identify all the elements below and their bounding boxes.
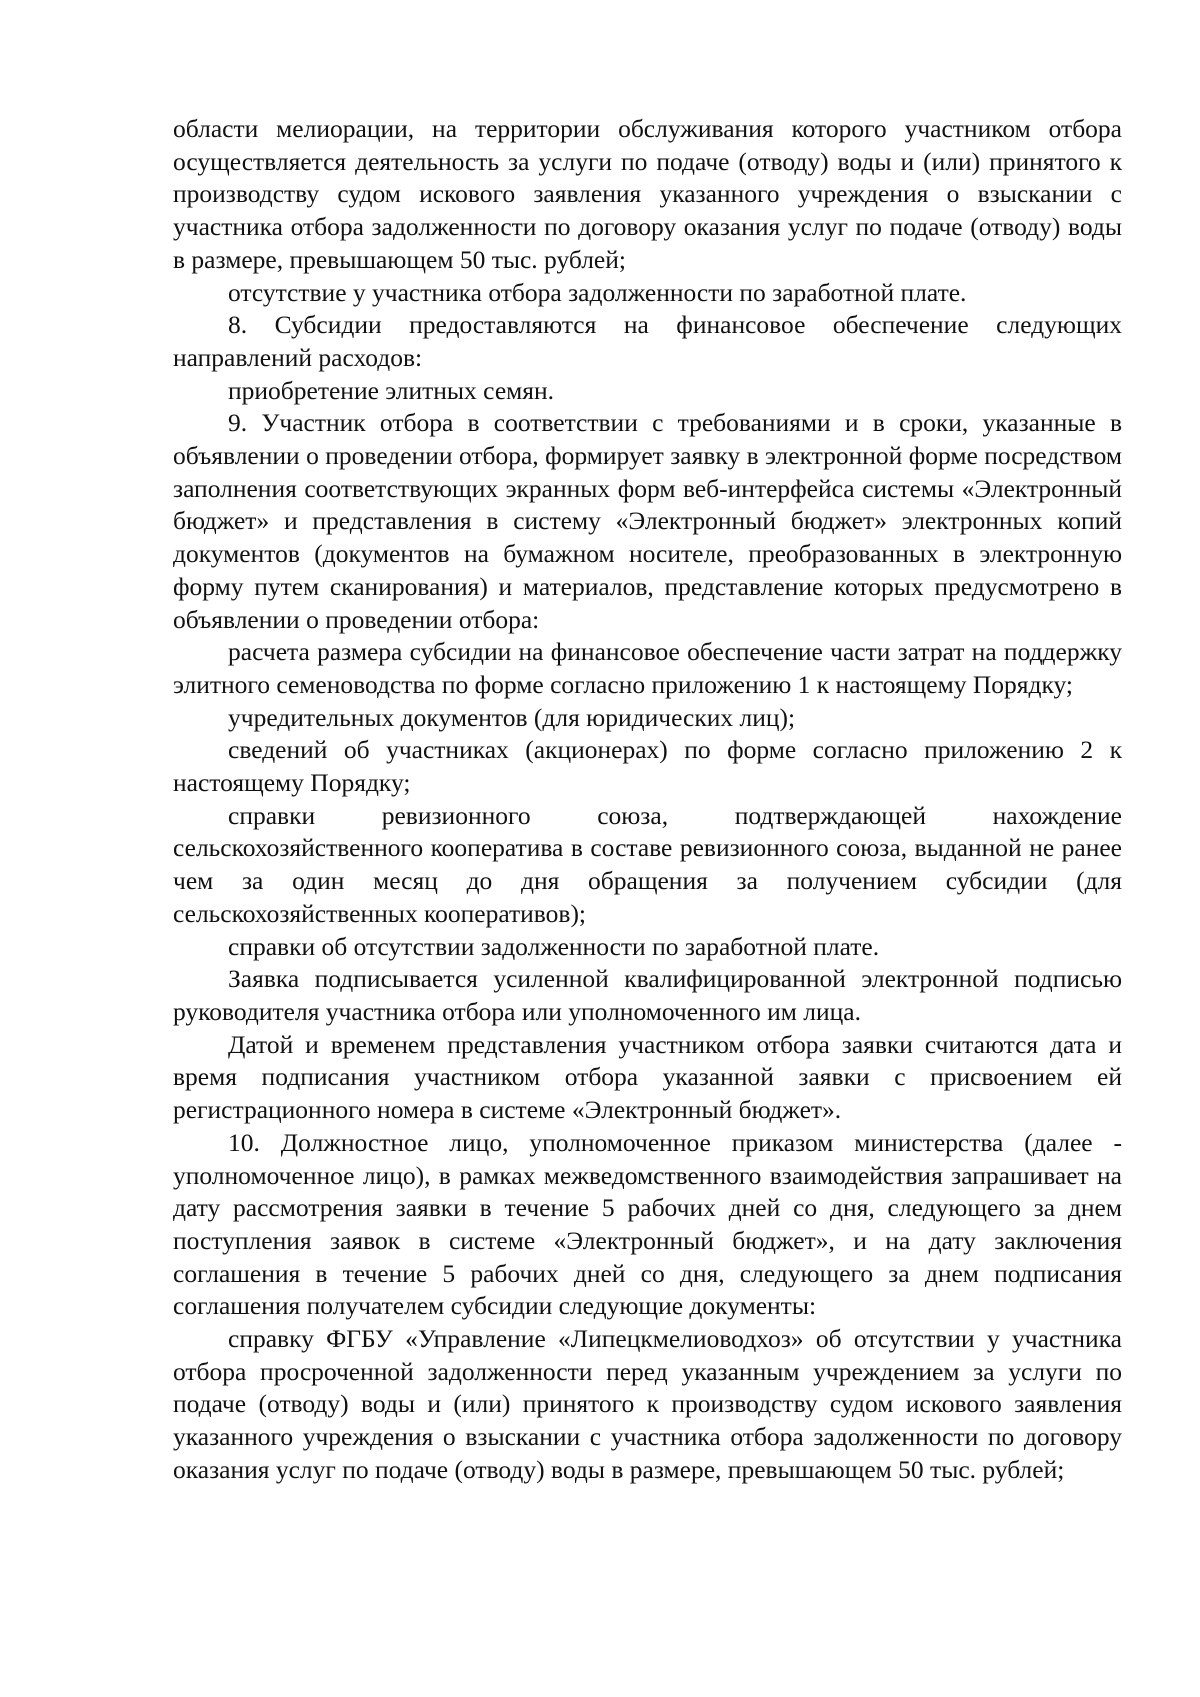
paragraph-continuation: области мелиорации, на территории обслуживания которого участником отбора осуществляется деятельность за услуги по подаче (отводу) воды и (или) принятого к производству судом искового заявления указанного учреждения о взыскании с участника отбора задолженности по договору оказания услуг по подаче (отводу) воды в размере, превышающем 50 тыс. рублей; [173, 114, 1122, 274]
paragraph-9: 9. Участник отбора в соответствии с требованиями и в сроки, указанные в объявлении о проведении отбора, формирует заявку в электронной форме посредством заполнения соответствующих экранных форм веб-интерфейса системы «Электронный бюджет» и представления в систему «Электронный бюджет» электронных копий документов (документов на бумажном носителе, преобразованных в электронную форму путем сканирования) и материалов, представление которых предусмотрено в объявлении о проведении отбора: [173, 408, 1122, 634]
paragraph-subsidy-calculation: расчета размера субсидии на финансовое обеспечение части затрат на поддержку элитного семеноводства по форме согласно приложению 1 к настоящему Порядку; [173, 637, 1122, 699]
paragraph-shareholders-info: сведений об участниках (акционерах) по форме согласно приложению 2 к настоящему Порядку; [173, 735, 1122, 798]
document-page [173, 113, 1122, 1487]
paragraph-10: 10. Должностное лицо, уполномоченное приказом министерства (далее - уполномоченное лицо), в рамках межведомственного взаимодействия запрашивает на дату рассмотрения заявки в течение 5 рабочих дней со дня, следующего за днем поступления заявок в системе «Электронный бюджет», и на дату заключения соглашения в течение 5 рабочих дней со дня, следующего за днем подписания соглашения получателем субсидии следующие документы: [173, 1127, 1122, 1321]
paragraph-founding-documents: учредительных документов (для юридических лиц); [228, 702, 796, 732]
paragraph-signature: Заявка подписывается усиленной квалифицированной электронной подписью руководителя участника отбора или уполномоченного им лица. [173, 964, 1122, 1026]
paragraph-wage-debt-certificate: справки об отсутствии задолженности по заработной плате. [228, 931, 880, 961]
paragraph-elite-seeds: приобретение элитных семян. [228, 375, 555, 405]
paragraph-submission-date: Датой и временем представления участником отбора заявки считаются дата и время подписания участником отбора указанной заявки с присвоением ей регистрационного номера в системе «Электронный бюджет». [173, 1029, 1122, 1125]
paragraph-melioration-certificate: справку ФГБУ «Управление «Липецкмелиоводхоз» об отсутствии у участника отбора просроченной задолженности перед указанным учреждением за услуги по подаче (отводу) воды и (или) принятого к производству судом искового заявления указанного учреждения о взыскании с участника отбора задолженности по договору оказания услуг по подаче (отводу) воды в размере, превышающем 50 тыс. рублей; [173, 1324, 1122, 1484]
paragraph-8: 8. Субсидии предоставляются на финансовое обеспечение следующих направлений расходов: [173, 310, 1122, 372]
paragraph-no-wage-debt: отсутствие у участника отбора задолженности по заработной плате. [228, 277, 967, 307]
paragraph-audit-union-certificate: справки ревизионного союза, подтверждающей нахождение сельскохозяйственного кооператива в составе ревизионного союза, выданной не ранее чем за один месяц до дня обращения за получением субсидии (для сельскохозяйственных кооперативов); [173, 800, 1122, 928]
